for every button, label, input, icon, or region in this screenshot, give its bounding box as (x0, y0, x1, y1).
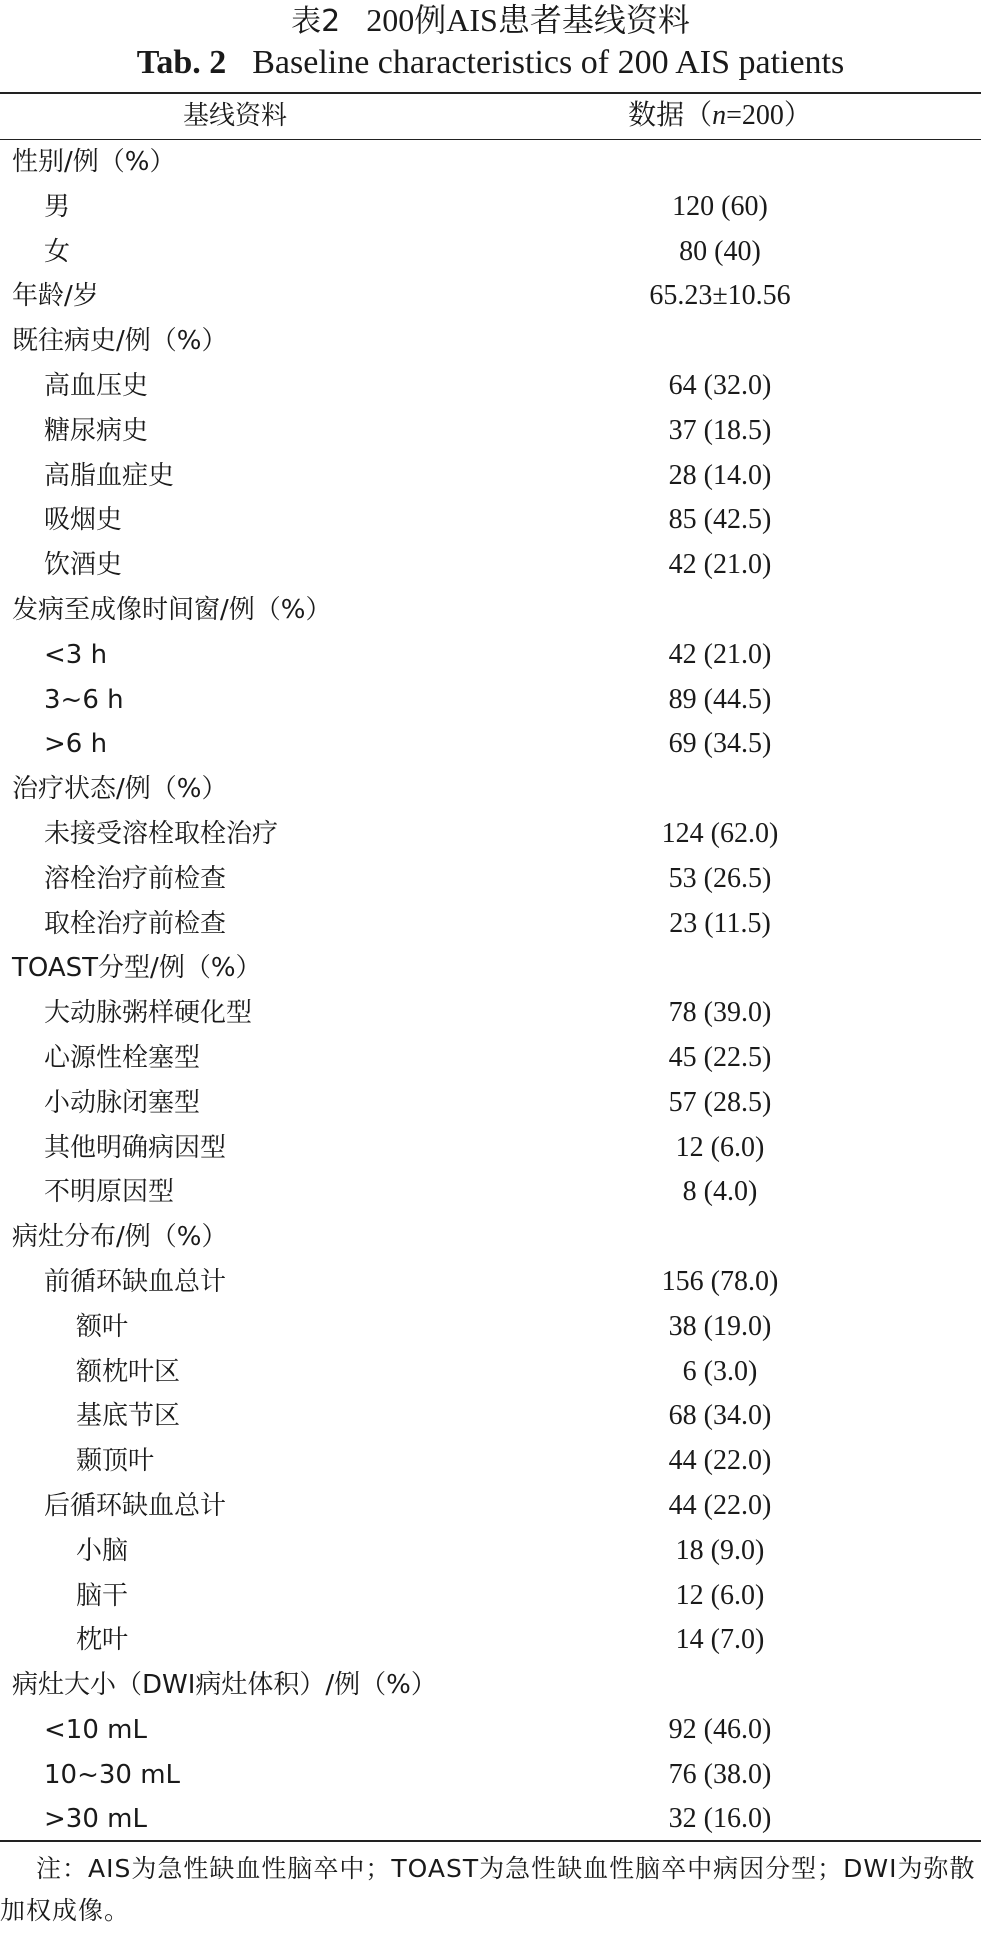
row-label: <3 h (44, 639, 108, 670)
table-row (0, 1215, 981, 1260)
table-row (0, 1708, 981, 1753)
header-data-suffix: =200） (726, 100, 812, 131)
row-label: 男 (44, 191, 71, 222)
table-row (0, 498, 981, 543)
row-value: 45 (22.5) (668, 1041, 772, 1073)
row-label: <10 mL (44, 1714, 147, 1745)
row-value: 12 (6.0) (675, 1579, 765, 1611)
row-value: 28 (14.0) (668, 459, 772, 491)
table-row (0, 588, 981, 633)
row-value: 8 (4.0) (682, 1176, 758, 1208)
row-value: 37 (18.5) (668, 414, 772, 446)
table-row (0, 1797, 981, 1842)
table-row (0, 1574, 981, 1619)
row-label: 高脂血症史 (44, 460, 175, 491)
table-row (0, 857, 981, 902)
row-label: 不明原因型 (44, 1177, 175, 1208)
table-row (0, 633, 981, 678)
table-row (0, 1618, 981, 1663)
table-caption-cn: 200例AIS患者基线资料 (366, 2, 690, 38)
row-label: 大动脉粥样硬化型 (44, 998, 253, 1029)
row-value: 42 (21.0) (668, 549, 772, 581)
row-label: TOAST分型/例（%） (12, 953, 262, 984)
table-row (0, 1663, 981, 1708)
table-number-en: Tab. 2 (136, 44, 227, 81)
table-row (0, 1305, 981, 1350)
row-label: 枕叶 (76, 1625, 129, 1656)
table-caption-en: Baseline characteristics of 200 AIS patients (252, 44, 845, 81)
row-value: 78 (39.0) (668, 997, 772, 1029)
table-row (0, 946, 981, 991)
header-data-prefix: 数据（ (628, 100, 713, 131)
row-label: 前循环缺血总计 (44, 1266, 227, 1297)
row-value: 156 (78.0) (661, 1265, 779, 1297)
row-value: 85 (42.5) (668, 504, 772, 536)
row-value: 6 (3.0) (682, 1355, 758, 1387)
table-row (0, 902, 981, 947)
row-value: 38 (19.0) (668, 1310, 772, 1342)
table-row (0, 991, 981, 1036)
row-label: 心源性栓塞型 (44, 1042, 201, 1073)
row-label: 女 (44, 236, 71, 267)
table-header (0, 96, 981, 136)
row-value: 89 (44.5) (668, 683, 772, 715)
row-label: 颞顶叶 (76, 1446, 155, 1477)
row-label: 溶栓治疗前检查 (44, 863, 227, 894)
row-value: 44 (22.0) (668, 1489, 772, 1521)
row-label: 基底节区 (76, 1401, 181, 1432)
table-row (0, 1036, 981, 1081)
row-value: 23 (11.5) (669, 907, 771, 939)
table-row (0, 1484, 981, 1529)
row-label: 高血压史 (44, 370, 149, 401)
row-value: 32 (16.0) (668, 1803, 772, 1835)
row-label: 病灶大小（DWI病灶体积）/例（%） (12, 1670, 437, 1701)
row-value: 57 (28.5) (668, 1086, 772, 1118)
row-label: 病灶分布/例（%） (12, 1222, 228, 1253)
table-row (0, 230, 981, 275)
row-value: 69 (34.5) (668, 728, 772, 760)
table-row (0, 767, 981, 812)
table-row (0, 1753, 981, 1798)
table-footnote: 注：AIS为急性缺血性脑卒中；TOAST为急性缺血性脑卒中病因分型；DWI为弥散加权成像。 (0, 1854, 976, 1925)
row-value: 120 (60) (672, 190, 768, 222)
row-value: 42 (21.0) (668, 638, 772, 670)
row-label: 小动脉闭塞型 (44, 1087, 201, 1118)
table-row (0, 409, 981, 454)
table-row (0, 319, 981, 364)
row-label: 性别/例（%） (12, 147, 176, 177)
table-title-en (0, 40, 981, 86)
table-row (0, 678, 981, 723)
row-label: 年龄/岁 (12, 281, 99, 312)
row-label: >30 mL (44, 1804, 147, 1835)
row-label: 后循环缺血总计 (44, 1490, 227, 1521)
table-row (0, 543, 981, 588)
table-title-cn (0, 0, 981, 40)
row-value: 64 (32.0) (668, 369, 772, 401)
row-value: 92 (46.0) (668, 1713, 772, 1745)
row-value: 76 (38.0) (668, 1758, 772, 1790)
row-label: 取栓治疗前检查 (44, 908, 227, 939)
header-data-n: n (712, 100, 727, 131)
table-row (0, 722, 981, 767)
table-row (0, 364, 981, 409)
row-value: 53 (26.5) (668, 862, 772, 894)
row-value: 68 (34.0) (668, 1400, 772, 1432)
row-value: 65.23±10.56 (649, 280, 791, 312)
row-label: 未接受溶栓取栓治疗 (44, 818, 279, 849)
row-label: 3~6 h (44, 684, 124, 715)
row-label: 糖尿病史 (44, 415, 149, 446)
header-characteristic: 基线资料 (182, 101, 287, 131)
row-label: 发病至成像时间窗/例（%） (12, 594, 332, 625)
table-body (0, 140, 981, 1842)
row-label: 小脑 (76, 1535, 129, 1566)
table-bottom-rule (0, 1840, 981, 1842)
table-row (0, 1394, 981, 1439)
row-label: 额叶 (76, 1311, 129, 1342)
row-label: >6 h (44, 729, 108, 760)
table-row (0, 274, 981, 319)
table-number-cn: 表2 (291, 4, 341, 39)
row-label: 吸烟史 (44, 505, 123, 536)
table-row (0, 812, 981, 857)
table-row (0, 1439, 981, 1484)
header-data (560, 96, 880, 136)
table-row (0, 1350, 981, 1395)
row-value: 14 (7.0) (675, 1624, 765, 1656)
row-value: 18 (9.0) (675, 1534, 765, 1566)
row-label: 10~30 mL (44, 1759, 181, 1790)
table-row (0, 1260, 981, 1305)
table-row (0, 1170, 981, 1215)
row-label: 饮酒史 (44, 550, 123, 581)
table-row (0, 140, 981, 185)
table-top-rule (0, 92, 981, 94)
row-value: 124 (62.0) (661, 817, 779, 849)
table-row (0, 1081, 981, 1126)
table-row (0, 1126, 981, 1171)
table-row (0, 185, 981, 230)
table-row (0, 454, 981, 499)
row-value: 80 (40) (679, 235, 761, 267)
row-label: 脑干 (76, 1580, 129, 1611)
row-value: 12 (6.0) (675, 1131, 765, 1163)
row-label: 其他明确病因型 (44, 1132, 227, 1163)
row-label: 治疗状态/例（%） (12, 774, 228, 805)
row-label: 既往病史/例（%） (12, 326, 228, 357)
row-value: 44 (22.0) (668, 1445, 772, 1477)
row-label: 额枕叶区 (76, 1356, 181, 1387)
table-row (0, 1529, 981, 1574)
